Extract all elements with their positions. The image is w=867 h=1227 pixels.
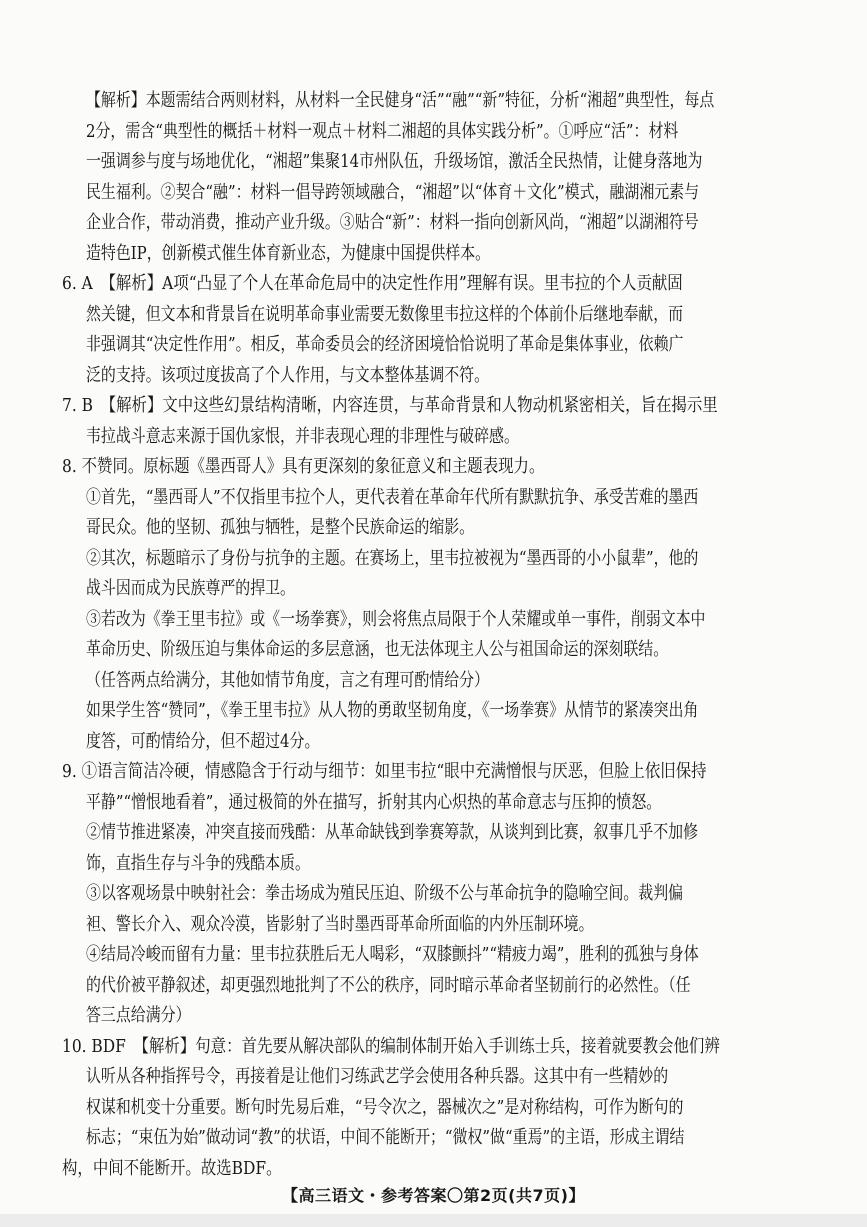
text-line: 泛的支持。该项过度拔高了个人作用，与文本整体基调不符。	[86, 364, 490, 386]
text-line: 一强调参与度与场地优化，“湘超”集聚14市州队伍，升级场馆，激活全民热情，让健身落地为	[86, 151, 703, 172]
text-line: 战斗因而成为民族尊严的捍卫。	[86, 578, 295, 599]
text-line: 饰，直指生存与斗争的残酷本质。	[86, 852, 310, 874]
text-line: 袒、警长介入、观众冷漠，皆影射了当时墨西哥革命所面临的内外压制环境。	[86, 913, 594, 935]
text-line: 度答，可酌情给分，但不超过4分。	[86, 730, 320, 752]
text-line: 答三点给满分）	[86, 1005, 191, 1026]
text-line: 企业合作，带动消费，推动产业升级。③贴合“新”：材料一指向创新风尚，“湘超”以湖湘符号	[86, 212, 699, 233]
text-line: 平静”“憎恨地看着”，通过极简的外在描写，折射其内心炽热的革命意志与压抑的愤怒。	[86, 791, 662, 813]
text-line: ②其次，标题暗示了身份与抗争的主题。在赛场上，里韦拉被视为“墨西哥的小小鼠辈”，他的	[86, 547, 699, 569]
text-line: ③若改为《拳王里韦拉》或《一场拳赛》，则会将焦点局限于个人荣耀或单一事件，削弱文本中	[86, 608, 706, 630]
question-6-line: 6. A 【解析】A项“凸显了个人在革命危局中的决定性作用”理解有误。里韦拉的个人贡献固	[62, 273, 683, 294]
text-line: 认听从各种指挥号令，再接着是让他们习练武艺学会使用各种兵器。这其中有一些精妙的	[86, 1066, 669, 1087]
text-line: 【解析】本题需结合两则材料，从材料一全民健身“活”“融”“新”特征，分析“湘超”典型性，每点	[86, 90, 715, 111]
text-line: ④结局冷峻而留有力量：里韦拉获胜后无人喝彩，“双膝颤抖”“精疲力竭”，胜利的孤独与身体	[86, 944, 699, 965]
text-line: 2分，需含“典型性的概括＋材料一观点＋材料二湘超的具体实践分析”。①呼应“活”：材料	[86, 120, 679, 142]
text-line: 民生福利。②契合“融”：材料一倡导跨领域融合，“湘超”以“体育＋文化”模式，融湖湘元素与	[86, 181, 700, 203]
scan-bottom-band	[0, 1214, 867, 1227]
text-line: 哥民众。他的坚韧、孤独与牺牲，是整个民族命运的缩影。	[86, 517, 475, 538]
text-line: 权谋和机变十分重要。断句时先易后难，“号令次之，器械次之”是对称结构，可作为断句的	[86, 1096, 684, 1118]
text-line: 构，中间不能断开。故选BDF。	[62, 1157, 282, 1179]
text-line: 韦拉战斗意志来源于国仇家恨，并非表现心理的非理性与破碎感。	[86, 425, 519, 447]
page-footer: 【高三语文・参考答案〇第2页(共7页)】	[282, 1186, 585, 1205]
text-line: 的代价被平静叙述，却更强烈地批判了不公的秩序，同时暗示革命者坚韧前行的必然性。（任	[86, 974, 691, 996]
question-9-line: 9. ①语言简洁冷硬，情感隐含于行动与细节：如里韦拉“眼中充满憎恨与厌恶，但脸上依旧保持	[62, 761, 707, 782]
question-8-line: 8. 不赞同。原标题《墨西哥人》具有更深刻的象征意义和主题表现力。	[62, 456, 545, 477]
text-line: 革命历史、阶级压迫与集体命运的多层意涵，也无法体现主人公与祖国命运的深刻联结。	[86, 639, 669, 660]
text-line: （任答两点给满分，其他如情节角度，言之有理可酌情给分）	[86, 669, 490, 691]
text-line: 如果学生答“赞同”，《拳王里韦拉》从人物的勇敢坚韧角度，《一场拳赛》从情节的紧凑突出角	[86, 700, 699, 721]
text-line: 造特色IP，创新模式催生体育新业态，为健康中国提供样本。	[86, 242, 491, 264]
text-line: 然关键，但文本和背景旨在说明革命事业需要无数像里韦拉这样的个体前仆后继地奉献，而	[86, 303, 684, 325]
text-line: ②情节推进紧凑，冲突直接而残酷：从革命缺钱到拳赛筹款，从谈判到比赛，叙事几乎不加修	[86, 822, 699, 843]
text-line: 非强调其“决定性作用”。相反，革命委员会的经济困境恰恰说明了革命是集体事业，依赖广	[86, 334, 684, 355]
text-line: ①首先，“墨西哥人”不仅指里韦拉个人，更代表着在革命年代所有默默抗争、承受苦难的墨西	[86, 486, 699, 508]
text-line: 标志；“束伍为始”做动词“教”的状语，中间不能断开；“微权”做“重焉”的主语，形成主谓结	[86, 1127, 685, 1148]
text-line: ③以客观场景中映射社会：拳击场成为殖民压迫、阶级不公与革命抗争的隐喻空间。裁判偏	[86, 883, 684, 904]
question-7-line: 7. B 【解析】文中这些幻景结构清晰，内容连贯，与革命背景和人物动机紧密相关，旨在揭示里	[62, 395, 718, 416]
question-10-line: 10. BDF 【解析】句意：首先要从解决部队的编制体制开始入手训练士兵，接着就要教会他们辨	[62, 1035, 720, 1057]
